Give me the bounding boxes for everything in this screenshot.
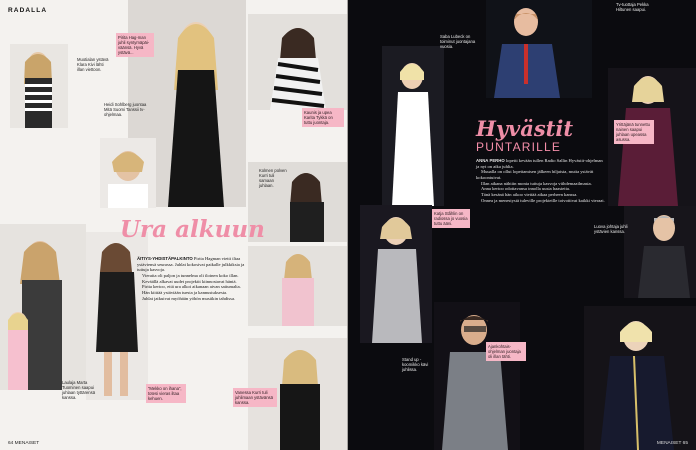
body-left-1: Pirita Hagman vietti iltaa ystäviensä seurassa. Juhlat kokosivat paikalle julkkiksia ja tuttuja kasvoja. [137,256,245,273]
pink-box-ajankohtais: Ajankohtais-ohjelman juontaja oli illan tähti. [486,342,526,361]
pink-box-wettlari: “Mekko on ihana”, totesi vieras iltaa kehuen. [146,384,186,403]
pink-box-karita: Kaunis ja upea Karita Tykkä on tuttu juontaja. [302,108,344,127]
caption-heidi: Heidi Sohlberg juontaa Mitä Suomi Tanssii tv-ohjelmaa. [104,102,147,117]
caption-luova: Luova johtaja juhli ystävien kanssa. [594,224,628,234]
body-left-3: Keväällä alkavat uudet projektit kiinnostavat häntä. [142,278,237,284]
photo-saba-lubeck [382,46,444,206]
right-page [348,0,696,450]
subheadline-puntarille: PUNTARILLE [476,140,562,154]
pink-box-pirita: Pirita Hag-man juhli syntymäpäi-väänsä. Hyvä ystävä... [116,33,154,57]
pink-box-yrittaja: Yrittäjänä tunnettu nainen saapui juhlaan upeassa asussa. [614,120,654,144]
photo-karita-tykka [248,14,348,110]
photo-luova-johtaja [624,206,696,298]
lead-left: ÄITIYS-YHDISTÄPALKINTO [137,256,193,261]
caption-kolmen: Kolmen polven Kurri tuli samaan juhlaan. [259,168,287,188]
photo-blonde-woman [584,306,696,450]
body-left-6: Juhlat jatkuivat myöhään yöhön musiikin tahdissa. [142,295,236,301]
folio-right: MENAISET 65 [656,441,688,446]
folio-left: 64 MENAISET [8,441,40,446]
body-right-4: Anna kertoo odottavansa innolla uusia haasteita. [481,186,571,192]
photo-kasikirjoittaja [434,302,520,450]
photo-klara-kivi [10,44,68,128]
lead-right: ANNA PERHO [476,158,505,163]
caption-stand-up: Stand up -koomikko kävi juhlissa. [402,357,429,372]
body-right-5: Tänä kesänä hän aikoo viettää aikaa perheen kanssa. [481,191,578,197]
body-text-left [137,256,245,301]
body-right-1: lopetti kevään tullen Radio Sallin Hyvästit-ohjelman ja nyt on aika juhlia. [476,158,603,169]
body-right-6: Onnea ja menestystä tuleville projekteille toivottivat kaikki vieraat. [481,197,605,203]
photo-laulaja-marta [0,224,86,390]
photo-man-blue-suit [486,0,592,98]
pink-box-vanessa: Vanessa Kurri tuli juhlimaan ystävänsä kanssa. [233,388,277,407]
photo-katja-stahlin [360,205,432,343]
caption-marta: Laulaja Marta Tuominen saapui juhlaan tyttärensä kanssa. [62,380,96,400]
section-label: RADALLA [8,7,48,14]
caption-klara: Muotialan ystävä Klara Kivi lähti illan viettoon. [77,57,109,72]
body-left-5: Hän kiittää ystäviään tuesta ja kannustuksesta. [142,289,228,295]
caption-saba: Saba Lubeck on toiminut juontajana vuosia. [440,34,476,49]
pink-box-katja: Katja Ståhlin on radiossa jo vuosia tuttu ääni. [432,209,470,228]
photo-heidi-sohlberg [100,138,156,208]
caption-pekka: Tv-tuottaja Pekka Hiltunen saapui. [616,2,649,12]
photo-pink-dress [248,246,348,326]
headline-hyvastit: Hyvästit [476,116,574,141]
body-text-right [476,158,606,203]
body-left-4: Pirita kertoo, että ura alkoi aikanaan aivan sattumalta. [142,284,241,290]
body-right-3: Illan aikana nähtiin monia tuttuja kasvoja viihdemaailmasta. [481,180,592,186]
body-right-2: Muualla on ollut lopettamisen jälkeen hiljaista, mutta ystävät kokoontuivat. [476,169,594,180]
body-left-2: Vieraita oli paljon ja tunnelma oli iloinen koko illan. [142,272,239,278]
headline-ura-alkuun: Ura alkuun [120,216,265,243]
